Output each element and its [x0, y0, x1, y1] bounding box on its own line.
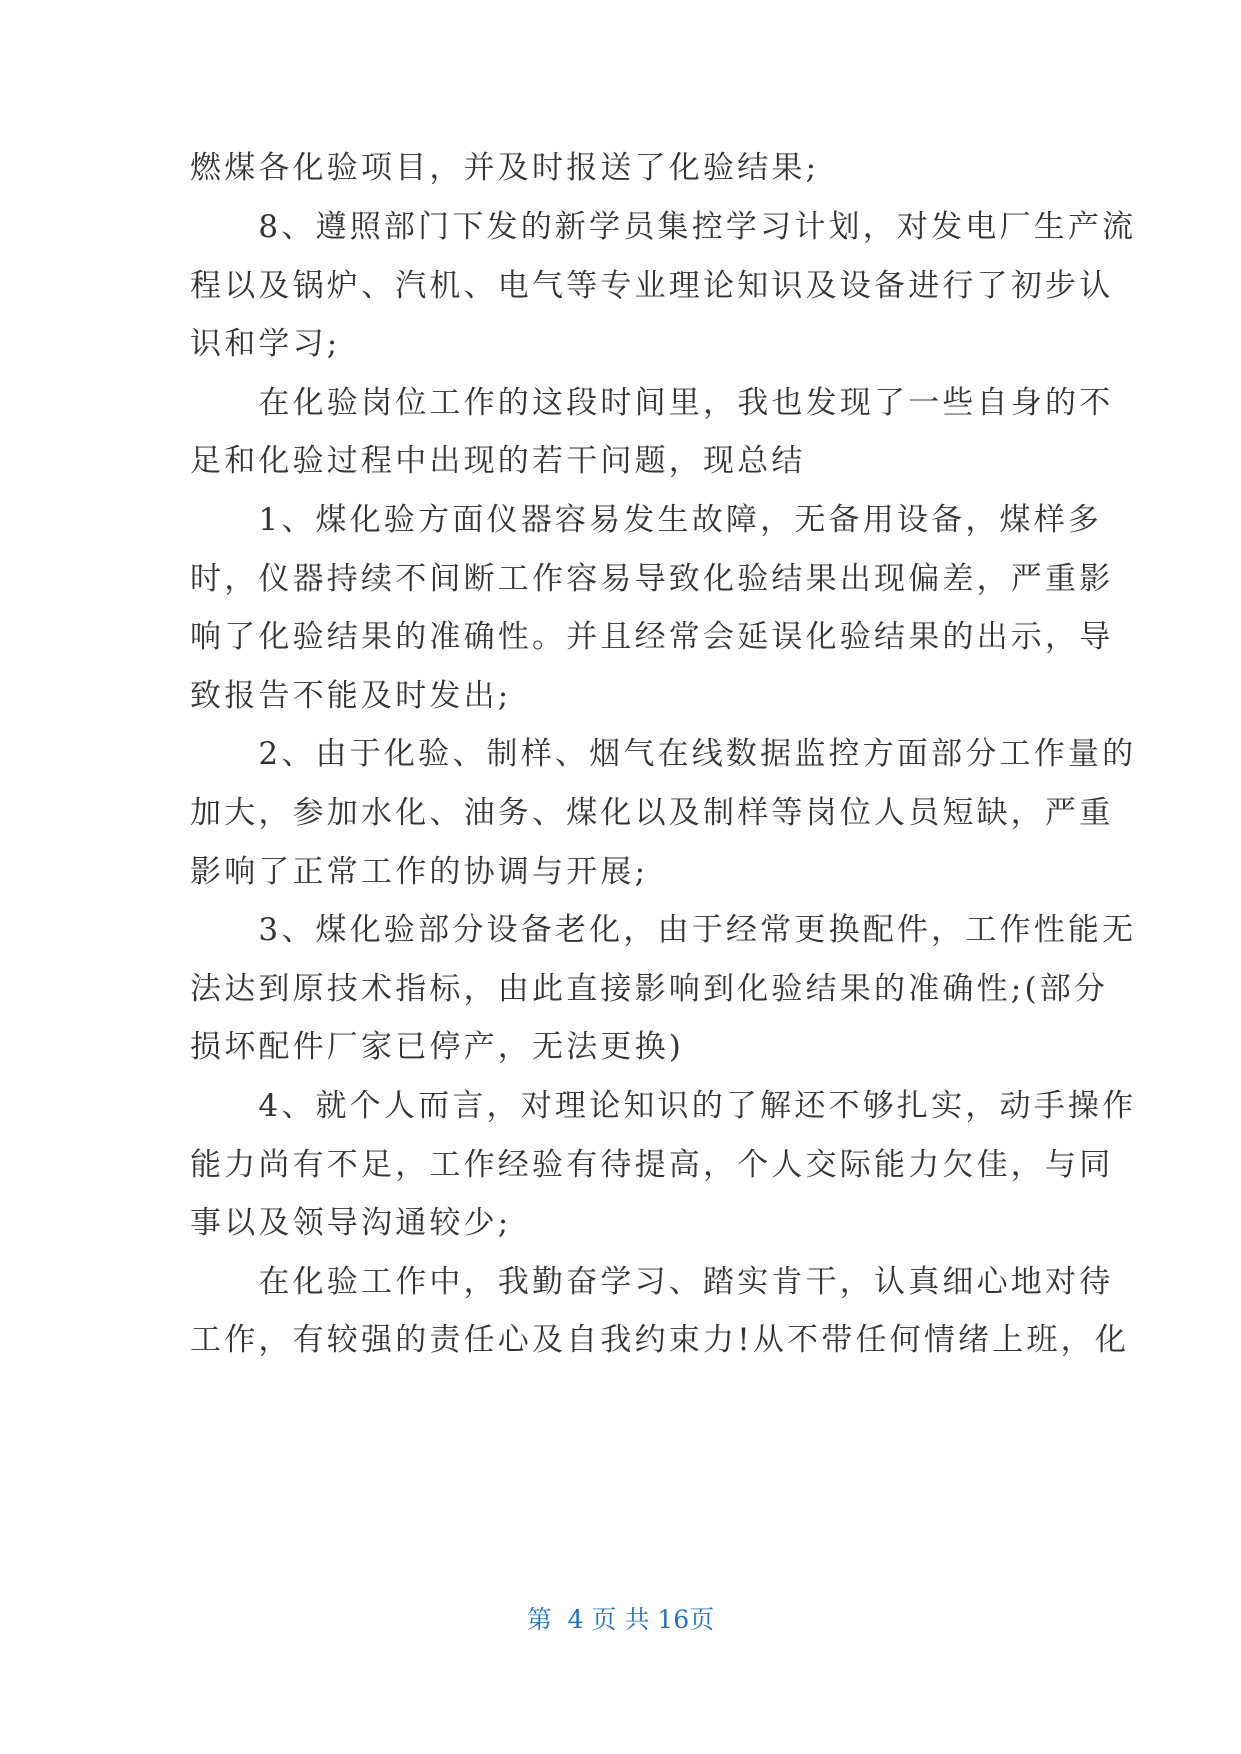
- text-line: 致报告不能及时发出;: [190, 678, 512, 714]
- text-line: 能力尚有不足，工作经验有待提高，个人交际能力欠佳，与同: [190, 1147, 1114, 1183]
- text-line: 加大，参加水化、油务、煤化以及制样等岗位人员短缺，严重: [190, 795, 1114, 831]
- text-line: 法达到原技术指标，由此直接影响到化验结果的准确性;(部分: [190, 971, 1109, 1007]
- text-line: 识和学习;: [190, 326, 341, 362]
- text-line: 1、煤化验方面仪器容易发生故障，无备用设备，煤样多: [190, 502, 1103, 538]
- text-line: 事以及领导沟通较少;: [190, 1205, 512, 1241]
- text-line: 时，仪器持续不间断工作容易导致化验结果出现偏差，严重影: [190, 561, 1114, 597]
- text-line: 工作，有较强的责任心及自我约束力!从不带任何情绪上班，化: [190, 1322, 1130, 1358]
- text-line: 响了化验结果的准确性。并且经常会延误化验结果的出示，导: [190, 619, 1114, 655]
- text-line: 燃煤各化验项目，并及时报送了化验结果;: [190, 150, 820, 186]
- text-line: 损坏配件厂家已停产，无法更换): [190, 1029, 685, 1065]
- text-line: 4、就个人而言，对理论知识的了解还不够扎实，动手操作: [190, 1088, 1137, 1124]
- text-line: 程以及锅炉、汽机、电气等专业理论知识及设备进行了初步认: [190, 268, 1114, 304]
- text-line: 足和化验过程中出现的若干问题，现总结: [190, 443, 806, 479]
- text-line: 8、遵照部门下发的新学员集控学习计划，对发电厂生产流: [190, 209, 1137, 245]
- text-line: 在化验工作中，我勤奋学习、踏实肯干，认真细心地对待: [190, 1264, 1114, 1300]
- text-line: 在化验岗位工作的这段时间里，我也发现了一些自身的不: [190, 385, 1114, 421]
- text-line: 2、由于化验、制样、烟气在线数据监控方面部分工作量的: [190, 736, 1137, 772]
- page-number-footer: 第 4 页 共 16页: [526, 1605, 715, 1634]
- text-line: 影响了正常工作的协调与开展;: [190, 854, 649, 890]
- text-line: 3、煤化验部分设备老化，由于经常更换配件，工作性能无: [190, 912, 1137, 948]
